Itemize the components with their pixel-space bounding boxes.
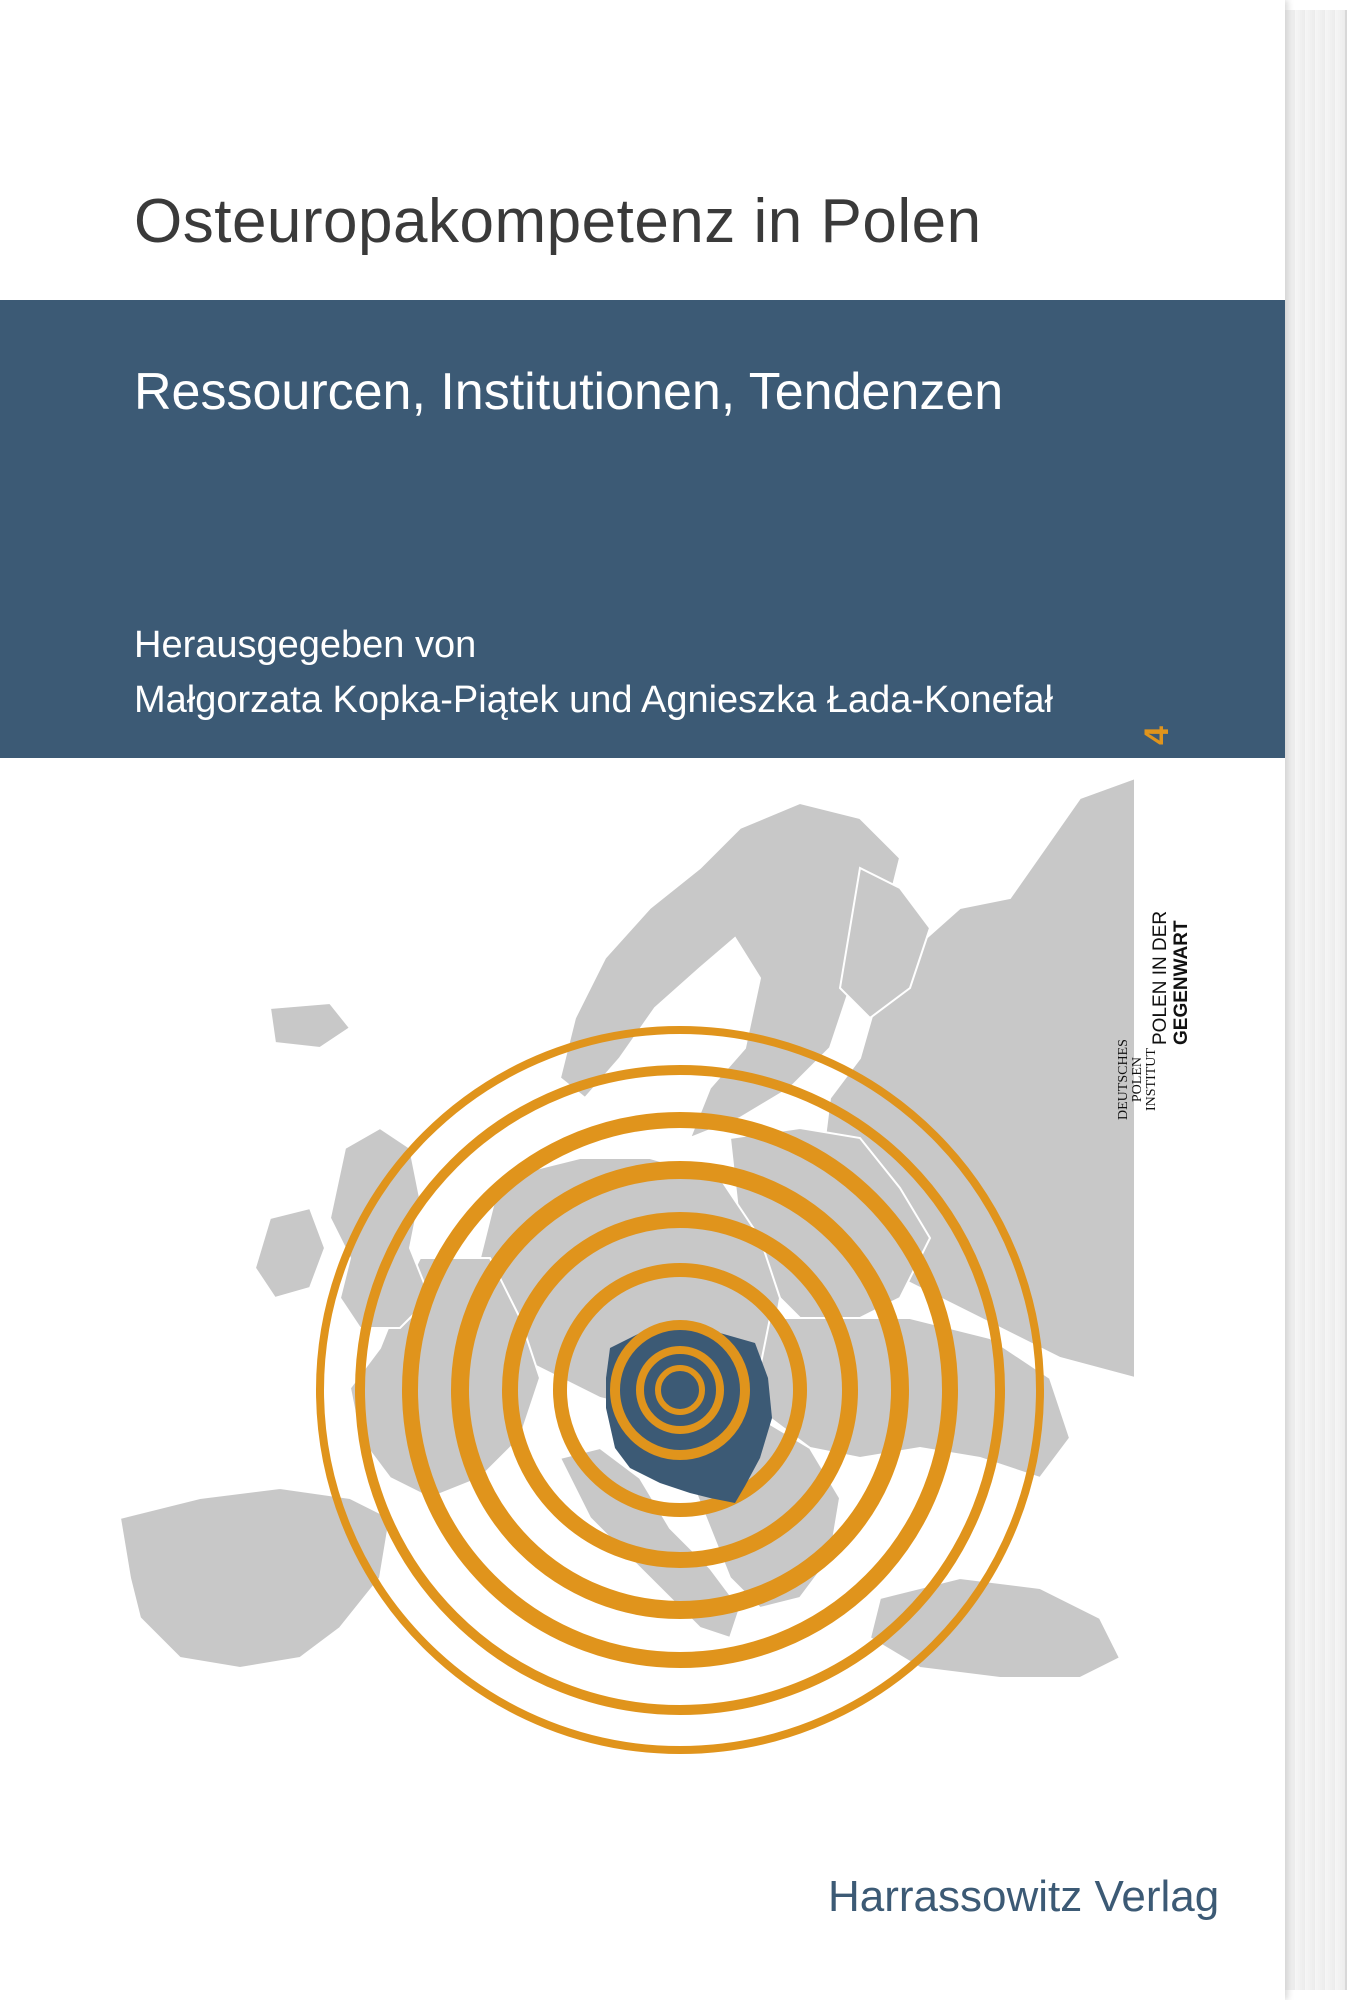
book-subtitle: Ressourcen, Institutionen, Tendenzen [134,363,1004,421]
institute-line-2: POLEN [1130,1056,1145,1103]
series-line-1: POLEN IN DER [1150,910,1171,1045]
map-great-britain [330,1128,430,1328]
editors-intro: Herausgegeben von [134,624,477,666]
page-edges [1285,10,1357,1990]
book-title: Osteuropakompetenz in Polen [134,187,982,256]
editors-names: Małgorzata Kopka-Piątek und Agnieszka Łada-Konefał [134,679,1053,721]
title-band [0,300,1285,758]
editors-block [134,618,1053,728]
institute-line-3: INSTITUT [1144,1048,1159,1112]
institute-line-1: DEUTSCHES [1116,1039,1131,1120]
institute-logo [1116,935,1230,1120]
series-line-2: GEGENWART [1171,920,1192,1045]
europe-map-illustration [0,758,1135,1758]
publisher-name: Harrassowitz Verlag [828,1872,1220,1921]
volume-number: 4 [1137,726,1176,745]
